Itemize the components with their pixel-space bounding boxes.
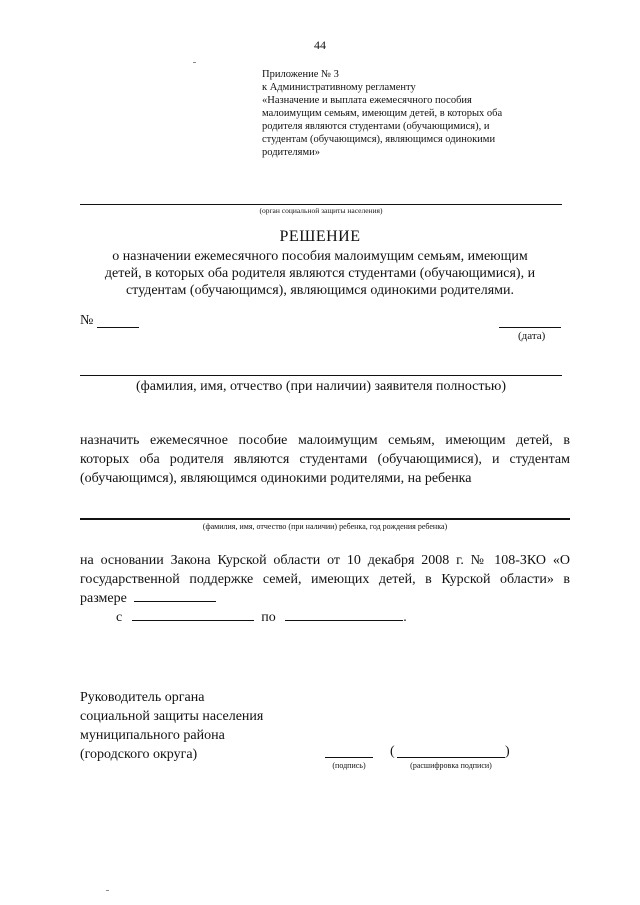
amount-row bbox=[80, 589, 570, 608]
period-end: . bbox=[403, 610, 407, 625]
subtitle-line: детей, в которых оба родителя являются студентами (обучающимися), и bbox=[104, 266, 536, 281]
from-date-field-line[interactable] bbox=[132, 608, 254, 621]
open-paren: ( bbox=[390, 744, 395, 759]
from-label: с bbox=[116, 610, 123, 625]
signer-line: (городского округа) bbox=[80, 747, 198, 762]
assign-line: назначить ежемесячное пособие малоимущим семьям, имеющим детей, в bbox=[80, 433, 570, 448]
subtitle-line: о назначении ежемесячного пособия малоимущим семьям, имеющим bbox=[112, 249, 528, 264]
period-row bbox=[116, 608, 407, 626]
child-caption: (фамилия, имя, отчество (при наличии) ребенка, год рождения ребенка) bbox=[202, 522, 448, 531]
basis-paragraph bbox=[80, 551, 570, 608]
date-field-line[interactable] bbox=[499, 327, 561, 328]
decoding-field-line[interactable] bbox=[397, 757, 505, 758]
appendix-line: родителями» bbox=[262, 147, 320, 158]
amount-label: размере bbox=[80, 591, 127, 606]
scan-mark bbox=[193, 62, 196, 63]
signature-field-line[interactable] bbox=[325, 757, 373, 758]
signer-block bbox=[80, 688, 263, 764]
organ-caption: (орган социальной защиты населения) bbox=[259, 206, 383, 215]
child-field-line[interactable] bbox=[80, 518, 570, 520]
subtitle-line: студентам (обучающимся), являющимся одинокими родителями. bbox=[125, 283, 515, 298]
appendix-line: студентам (обучающимся), являющимся одинокими bbox=[262, 134, 496, 145]
number-field-line[interactable] bbox=[97, 327, 139, 328]
scan-mark bbox=[106, 890, 109, 891]
to-label: по bbox=[261, 610, 276, 625]
appendix-line: родителя являются студентами (обучающимися), и bbox=[262, 121, 490, 132]
amount-field-line[interactable] bbox=[134, 589, 216, 602]
number-label: № bbox=[80, 313, 94, 328]
organ-line bbox=[80, 204, 562, 205]
appendix-line: к Административному регламенту bbox=[262, 82, 416, 93]
date-caption: (дата) bbox=[518, 330, 546, 342]
signer-line: Руководитель органа bbox=[80, 690, 205, 705]
basis-line: на основании Закона Курской области от 10 декабря 2008 г. № 108-ЗКО «О bbox=[80, 553, 570, 568]
page-number: 44 bbox=[314, 38, 326, 52]
applicant-field-line[interactable] bbox=[80, 375, 562, 376]
basis-line: государственной поддержке семей, имеющих детей, в Курской области» в bbox=[80, 572, 570, 587]
assign-line: (обучающимся), являющимся одинокими родителями, на ребенка bbox=[80, 471, 472, 486]
close-paren: ) bbox=[505, 744, 510, 759]
decision-subtitle bbox=[80, 248, 560, 299]
assign-paragraph bbox=[80, 431, 570, 488]
appendix-line: Приложение № 3 bbox=[262, 69, 339, 80]
decoding-caption: (расшифровка подписи) bbox=[410, 761, 492, 770]
applicant-caption: (фамилия, имя, отчество (при наличии) заявителя полностью) bbox=[135, 379, 507, 394]
to-date-field-line[interactable] bbox=[285, 608, 403, 621]
signer-line: социальной защиты населения bbox=[80, 709, 264, 724]
appendix-block bbox=[262, 68, 552, 159]
appendix-line: «Назначение и выплата ежемесячного пособия bbox=[262, 95, 472, 106]
signer-line: муниципального района bbox=[80, 728, 225, 743]
appendix-line: малоимущим семьям, имеющим детей, в которых оба bbox=[262, 108, 503, 119]
assign-line: которых оба родителя являются студентами (обучающимися), и студентам bbox=[80, 452, 570, 467]
signature-caption: (подпись) bbox=[332, 761, 366, 770]
decision-title: РЕШЕНИЕ bbox=[279, 228, 361, 245]
